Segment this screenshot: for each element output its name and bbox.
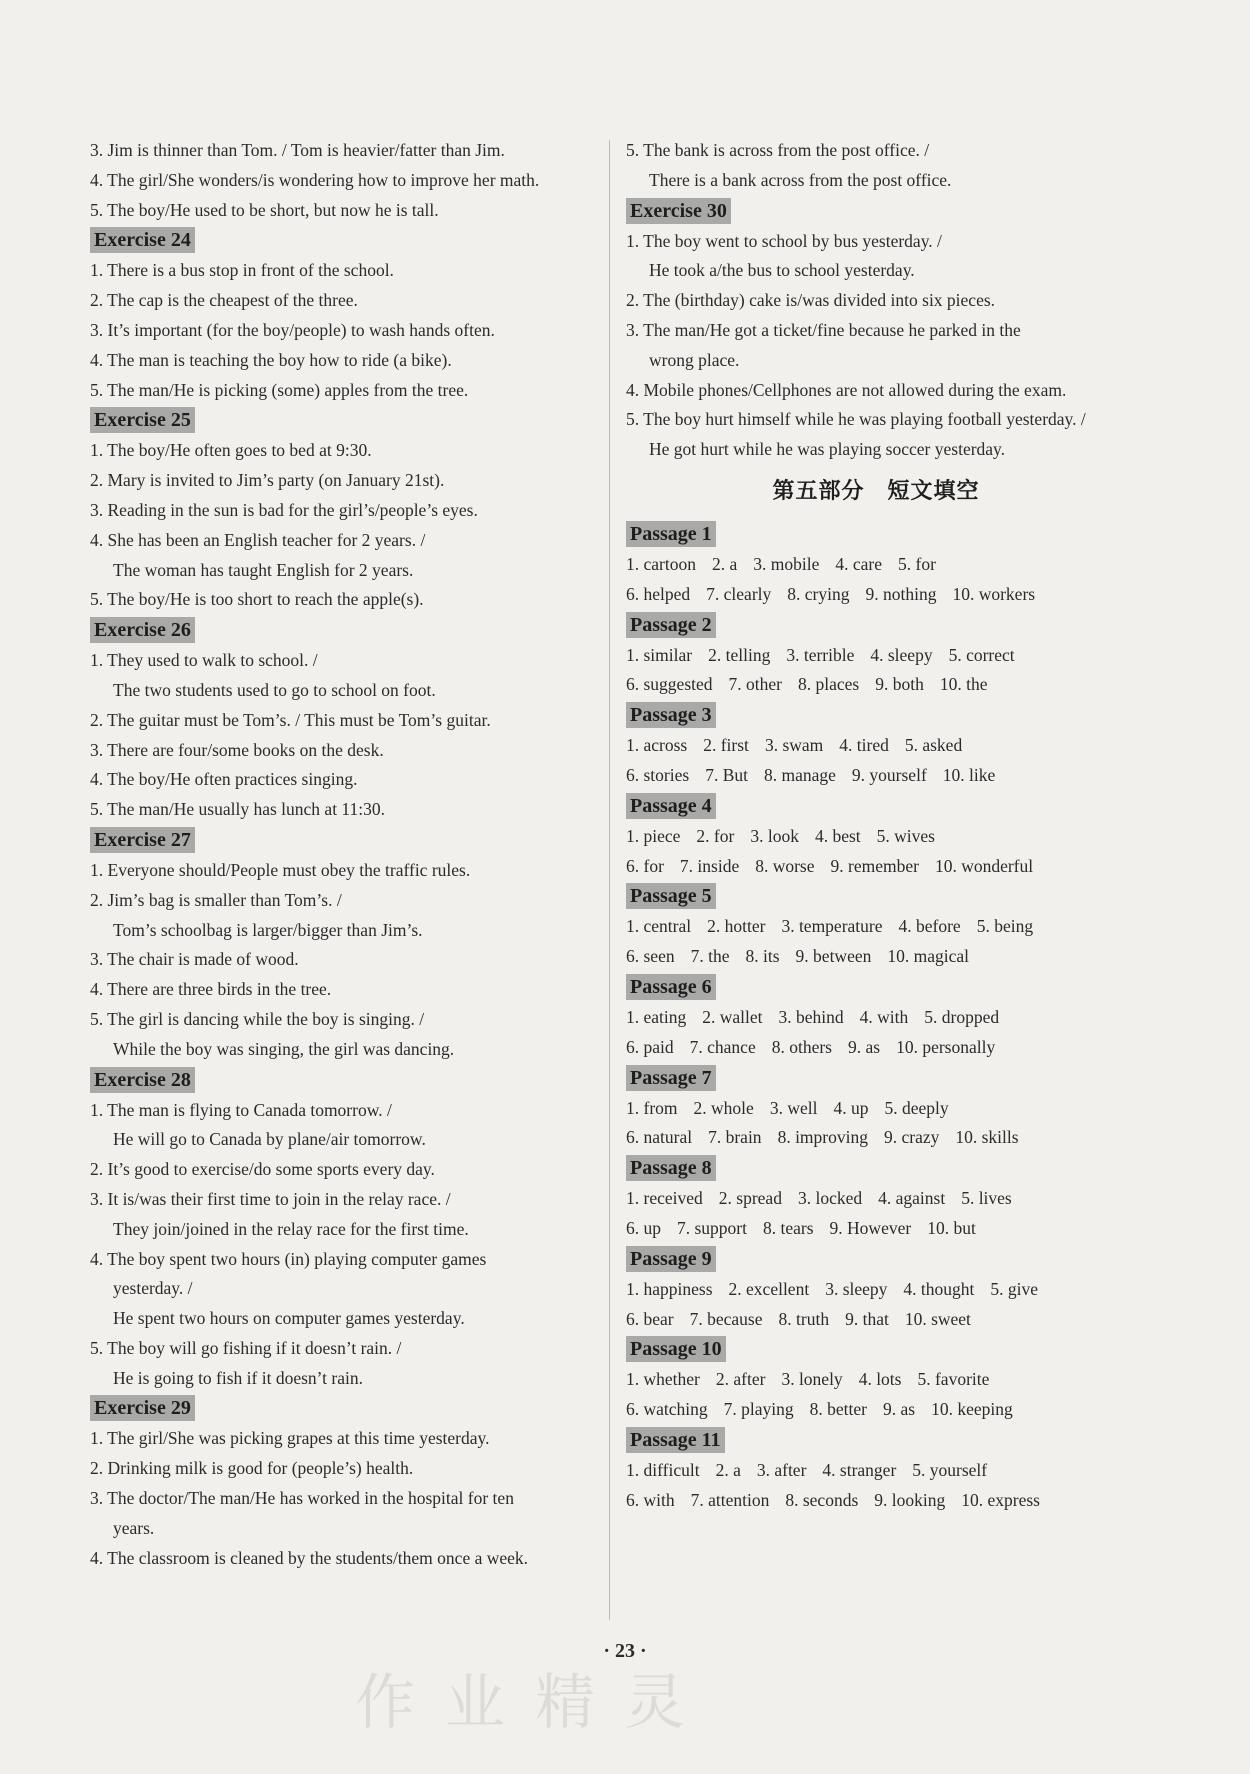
answer-row bbox=[626, 1214, 1126, 1244]
answer-line: years. bbox=[113, 1517, 155, 1538]
answer-line: 5. The bank is across from the post office. / bbox=[626, 140, 930, 160]
answer-item: 10. skills bbox=[955, 1127, 1019, 1148]
answer-line: 1. Everyone should/People must obey the traffic rules. bbox=[90, 859, 471, 880]
answer-item: 8. seconds bbox=[785, 1489, 859, 1510]
answer-line: 4. There are three birds in the tree. bbox=[90, 979, 332, 1000]
answer-line: 5. The man/He usually has lunch at 11:30. bbox=[90, 799, 386, 820]
answer-item: 9. looking bbox=[874, 1489, 946, 1510]
column-divider bbox=[609, 140, 610, 1620]
passage-heading: Passage 6 bbox=[626, 974, 716, 1000]
answer-item: 3. terrible bbox=[786, 644, 855, 665]
answer-line: 4. Mobile phones/Cellphones are not allowed during the exam. bbox=[626, 379, 1067, 400]
passage-heading: Passage 8 bbox=[626, 1155, 716, 1181]
answer-row bbox=[626, 580, 1126, 610]
answer-line: 4. The classroom is cleaned by the students/them once a week. bbox=[90, 1547, 529, 1568]
answer-line: 1. The man is flying to Canada tomorrow. / bbox=[90, 1099, 392, 1120]
answer-row bbox=[626, 1123, 1126, 1153]
answer-line: 2. The (birthday) cake is/was divided into six pieces. bbox=[626, 290, 996, 311]
answer-item: 3. lonely bbox=[781, 1369, 843, 1390]
answer-row bbox=[626, 641, 1126, 671]
answer-row bbox=[626, 1003, 1126, 1033]
answer-line: He got hurt while he was playing soccer yesterday. bbox=[649, 439, 1006, 460]
answer-item: 1. cartoon bbox=[626, 553, 696, 574]
answer-item: 1. whether bbox=[626, 1369, 700, 1390]
answer-item: 2. after bbox=[715, 1369, 766, 1390]
answer-item: 7. attention bbox=[690, 1489, 770, 1510]
answer-item: 10. wonderful bbox=[934, 855, 1034, 876]
answer-item: 6. with bbox=[626, 1489, 675, 1510]
answer-item: 4. against bbox=[878, 1188, 946, 1209]
answer-line: 2. Mary is invited to Jim’s party (on January 21st). bbox=[90, 470, 445, 491]
answer-item: 8. its bbox=[745, 946, 780, 967]
answer-line: 5. The boy hurt himself while he was playing football yesterday. / bbox=[626, 409, 1086, 430]
answer-line: 5. The boy/He is too short to reach the apple(s). bbox=[90, 589, 424, 610]
answer-item: 7. playing bbox=[723, 1399, 794, 1420]
answer-item: 4. thought bbox=[903, 1278, 975, 1299]
answer-line: 3. There are four/some books on the desk. bbox=[90, 739, 384, 760]
answer-item: 2. first bbox=[703, 735, 749, 756]
answer-item: 2. telling bbox=[708, 644, 771, 665]
answer-item: 8. better bbox=[809, 1399, 867, 1420]
exercise-heading: Exercise 27 bbox=[90, 827, 195, 853]
answer-item: 5. favorite bbox=[917, 1369, 990, 1390]
answer-line: The woman has taught English for 2 years. bbox=[113, 559, 414, 580]
answer-item: 1. eating bbox=[626, 1006, 687, 1027]
answer-item: 6. paid bbox=[626, 1036, 674, 1057]
exercise-heading: Exercise 26 bbox=[90, 617, 195, 643]
answer-item: 9. remember bbox=[830, 855, 919, 876]
answer-item: 8. crying bbox=[787, 583, 850, 604]
answer-item: 3. behind bbox=[778, 1006, 844, 1027]
passage-heading: Passage 11 bbox=[626, 1427, 725, 1453]
answer-line: yesterday. / bbox=[113, 1278, 193, 1299]
answer-item: 1. central bbox=[626, 916, 692, 937]
answer-item: 7. other bbox=[728, 674, 782, 695]
answer-item: 2. hotter bbox=[707, 916, 766, 937]
answer-item: 3. after bbox=[756, 1459, 807, 1480]
passage-heading: Passage 2 bbox=[626, 612, 716, 638]
answer-line: 2. The cap is the cheapest of the three. bbox=[90, 290, 358, 311]
answer-item: 8. others bbox=[771, 1036, 832, 1057]
answer-item: 2. for bbox=[696, 825, 735, 846]
answer-item: 10. but bbox=[927, 1217, 976, 1238]
answer-item: 7. chance bbox=[689, 1036, 756, 1057]
answer-item: 2. a bbox=[715, 1459, 741, 1480]
answer-item: 3. swam bbox=[764, 735, 824, 756]
answer-line: While the boy was singing, the girl was dancing. bbox=[113, 1038, 455, 1059]
answer-item: 6. bear bbox=[626, 1308, 674, 1329]
answer-item: 10. sweet bbox=[904, 1308, 971, 1329]
answer-line: 1. The boy went to school by bus yesterday. / bbox=[626, 230, 942, 251]
answer-item: 10. the bbox=[939, 674, 988, 695]
answer-item: 9. as bbox=[883, 1399, 916, 1420]
answer-item: 7. clearly bbox=[706, 583, 772, 604]
passage-heading: Passage 4 bbox=[626, 793, 716, 819]
answer-line: Tom’s schoolbag is larger/bigger than Jim’s. bbox=[113, 919, 423, 940]
answer-item: 1. happiness bbox=[626, 1278, 713, 1299]
answer-row bbox=[626, 1365, 1126, 1395]
answer-item: 8. tears bbox=[763, 1217, 814, 1238]
answer-line: 1. There is a bus stop in front of the school. bbox=[90, 260, 394, 281]
answer-item: 2. wallet bbox=[702, 1006, 763, 1027]
answer-item: 1. difficult bbox=[626, 1459, 700, 1480]
answer-item: 2. whole bbox=[693, 1097, 754, 1118]
exercise-heading: Exercise 24 bbox=[90, 227, 195, 253]
answer-row bbox=[626, 670, 1126, 700]
answer-item: 5. correct bbox=[948, 644, 1015, 665]
answer-line: He took a/the bus to school yesterday. bbox=[649, 260, 915, 281]
answer-item: 6. for bbox=[626, 855, 664, 876]
answer-item: 1. similar bbox=[626, 644, 693, 665]
answer-line: 3. It is/was their first time to join in the relay race. / bbox=[90, 1188, 451, 1209]
answer-line: The two students used to go to school on foot. bbox=[113, 679, 436, 700]
answer-row bbox=[626, 1275, 1126, 1305]
answer-item: 6. stories bbox=[626, 764, 690, 785]
answer-item: 5. wives bbox=[876, 825, 935, 846]
section-title: 第五部分 短文填空 bbox=[772, 478, 980, 504]
answer-item: 4. care bbox=[835, 553, 883, 574]
answer-row bbox=[626, 1456, 1126, 1486]
answer-row bbox=[626, 942, 1126, 972]
answer-line: 2. The guitar must be Tom’s. / This must be Tom’s guitar. bbox=[90, 709, 491, 730]
watermark-text: 作业精灵 bbox=[355, 1668, 715, 1738]
answer-item: 7. because bbox=[689, 1308, 763, 1329]
answer-item: 4. stranger bbox=[822, 1459, 897, 1480]
answer-item: 5. being bbox=[976, 916, 1034, 937]
answer-line: They join/joined in the relay race for the first time. bbox=[113, 1218, 469, 1239]
answer-row bbox=[626, 852, 1126, 882]
answer-item: 7. inside bbox=[679, 855, 740, 876]
answer-line: There is a bank across from the post office. bbox=[649, 169, 952, 190]
exercise-heading: Exercise 25 bbox=[90, 407, 195, 433]
answer-item: 6. watching bbox=[626, 1399, 708, 1420]
answer-line: 3. The man/He got a ticket/fine because he parked in the bbox=[626, 319, 1021, 340]
answer-line: He is going to fish if it doesn’t rain. bbox=[113, 1367, 363, 1388]
answer-item: 8. places bbox=[798, 674, 860, 695]
passage-heading: Passage 9 bbox=[626, 1246, 716, 1272]
answer-item: 3. temperature bbox=[781, 916, 883, 937]
answer-line: 4. The man is teaching the boy how to ride (a bike). bbox=[90, 349, 452, 370]
answer-item: 6. natural bbox=[626, 1127, 693, 1148]
page-number: · 23 · bbox=[603, 1640, 647, 1662]
answer-item: 9. between bbox=[795, 946, 872, 967]
answer-item: 3. sleepy bbox=[825, 1278, 888, 1299]
answer-line: 5. The man/He is picking (some) apples from the tree. bbox=[90, 379, 469, 400]
answer-item: 5. give bbox=[990, 1278, 1039, 1299]
answer-item: 9. yourself bbox=[851, 764, 927, 785]
answer-line: 3. It’s important (for the boy/people) to wash hands often. bbox=[90, 319, 495, 340]
answer-item: 1. from bbox=[626, 1097, 678, 1118]
passage-heading: Passage 1 bbox=[626, 521, 716, 547]
answer-item: 5. for bbox=[898, 553, 936, 574]
answer-line: 4. She has been an English teacher for 2 years. / bbox=[90, 529, 426, 550]
passage-heading: Passage 3 bbox=[626, 702, 716, 728]
answer-item: 3. locked bbox=[797, 1188, 863, 1209]
answer-item: 7. But bbox=[705, 764, 748, 785]
answer-item: 9. both bbox=[875, 674, 924, 695]
answer-item: 2. a bbox=[711, 553, 738, 574]
answer-item: 5. asked bbox=[904, 735, 963, 756]
answer-item: 4. lots bbox=[858, 1369, 902, 1390]
answer-item: 6. helped bbox=[626, 583, 691, 604]
answer-line: wrong place. bbox=[649, 349, 740, 370]
answer-item: 7. brain bbox=[708, 1127, 762, 1148]
answer-line: 5. The boy/He used to be short, but now he is tall. bbox=[90, 199, 439, 220]
answer-item: 9. However bbox=[829, 1217, 912, 1238]
answer-line: 3. The chair is made of wood. bbox=[90, 949, 299, 970]
right-column bbox=[626, 136, 1126, 1516]
exercise-heading: Exercise 29 bbox=[90, 1395, 195, 1421]
answer-item: 1. across bbox=[626, 735, 688, 756]
answer-line: 1. The boy/He often goes to bed at 9:30. bbox=[90, 440, 372, 461]
answer-item: 5. dropped bbox=[924, 1006, 1000, 1027]
answer-line: 1. The girl/She was picking grapes at this time yesterday. bbox=[90, 1428, 490, 1449]
answer-line: 2. Drinking milk is good for (people’s) health. bbox=[90, 1458, 414, 1479]
answer-line: 5. The girl is dancing while the boy is singing. / bbox=[90, 1008, 425, 1029]
answer-line: 4. The boy/He often practices singing. bbox=[90, 769, 358, 790]
answer-item: 6. seen bbox=[626, 946, 675, 967]
answer-item: 4. sleepy bbox=[870, 644, 933, 665]
answer-item: 8. truth bbox=[778, 1308, 830, 1329]
answer-item: 10. keeping bbox=[931, 1399, 1013, 1420]
answer-item: 10. personally bbox=[896, 1036, 996, 1057]
passage-heading: Passage 7 bbox=[626, 1065, 716, 1091]
answer-line: He spent two hours on computer games yesterday. bbox=[113, 1308, 465, 1329]
answer-row bbox=[626, 731, 1126, 761]
answer-row bbox=[626, 761, 1126, 791]
answer-item: 4. before bbox=[898, 916, 961, 937]
answer-item: 4. up bbox=[833, 1097, 869, 1118]
exercise-heading: Exercise 28 bbox=[90, 1067, 195, 1093]
answer-line: 2. It’s good to exercise/do some sports every day. bbox=[90, 1159, 435, 1180]
answer-item: 5. lives bbox=[961, 1188, 1012, 1209]
answer-item: 8. worse bbox=[755, 855, 815, 876]
answer-line: 3. Jim is thinner than Tom. / Tom is heavier/fatter than Jim. bbox=[90, 140, 505, 160]
answer-row bbox=[626, 1486, 1126, 1516]
answer-item: 6. suggested bbox=[626, 674, 713, 695]
answer-item: 1. piece bbox=[626, 825, 681, 846]
answer-item: 4. best bbox=[814, 825, 861, 846]
answer-item: 3. well bbox=[769, 1097, 818, 1118]
answer-item: 9. as bbox=[848, 1036, 881, 1057]
answer-row bbox=[626, 1033, 1126, 1063]
answer-item: 10. workers bbox=[952, 583, 1036, 604]
answer-item: 3. look bbox=[750, 825, 799, 846]
answer-item: 9. that bbox=[845, 1308, 889, 1329]
answer-line: He will go to Canada by plane/air tomorrow. bbox=[113, 1129, 426, 1150]
answer-row bbox=[626, 1184, 1126, 1214]
answer-item: 4. tired bbox=[839, 735, 889, 756]
answer-row bbox=[626, 822, 1126, 852]
answer-item: 7. support bbox=[677, 1217, 747, 1238]
answer-item: 5. deeply bbox=[884, 1097, 949, 1118]
answer-item: 10. magical bbox=[887, 946, 969, 967]
answer-row bbox=[626, 550, 1126, 580]
passage-heading: Passage 5 bbox=[626, 883, 716, 909]
answer-line: 4. The girl/She wonders/is wondering how to improve her math. bbox=[90, 169, 540, 190]
answer-item: 7. the bbox=[690, 946, 730, 967]
answer-item: 10. express bbox=[961, 1489, 1040, 1510]
passage-heading: Passage 10 bbox=[626, 1336, 726, 1362]
answer-row bbox=[626, 1094, 1126, 1124]
answer-item: 1. received bbox=[626, 1188, 703, 1209]
answer-row bbox=[626, 1395, 1126, 1425]
answer-item: 9. crazy bbox=[883, 1127, 940, 1148]
answer-line: 2. Jim’s bag is smaller than Tom’s. / bbox=[90, 889, 342, 910]
answer-item: 5. yourself bbox=[912, 1459, 988, 1480]
answer-item: 2. spread bbox=[718, 1188, 782, 1209]
answer-item: 6. up bbox=[626, 1217, 661, 1238]
exercise-heading: Exercise 30 bbox=[626, 198, 731, 224]
answer-item: 8. improving bbox=[777, 1127, 868, 1148]
answer-row bbox=[626, 912, 1126, 942]
answer-item: 10. like bbox=[942, 764, 996, 785]
answer-item: 2. excellent bbox=[728, 1278, 810, 1299]
answer-item: 3. mobile bbox=[753, 553, 820, 574]
answer-item: 8. manage bbox=[764, 764, 836, 785]
answer-line: 1. They used to walk to school. / bbox=[90, 650, 318, 671]
answer-item: 4. with bbox=[859, 1006, 909, 1027]
left-column bbox=[90, 136, 590, 1573]
answer-line: 3. Reading in the sun is bad for the girl’s/people’s eyes. bbox=[90, 499, 478, 520]
answer-line: 3. The doctor/The man/He has worked in the hospital for ten bbox=[90, 1488, 514, 1509]
answer-item: 9. nothing bbox=[865, 583, 937, 604]
answer-line: 4. The boy spent two hours (in) playing computer games bbox=[90, 1248, 487, 1269]
answer-line: 5. The boy will go fishing if it doesn’t rain. / bbox=[90, 1337, 402, 1358]
answer-row bbox=[626, 1305, 1126, 1335]
